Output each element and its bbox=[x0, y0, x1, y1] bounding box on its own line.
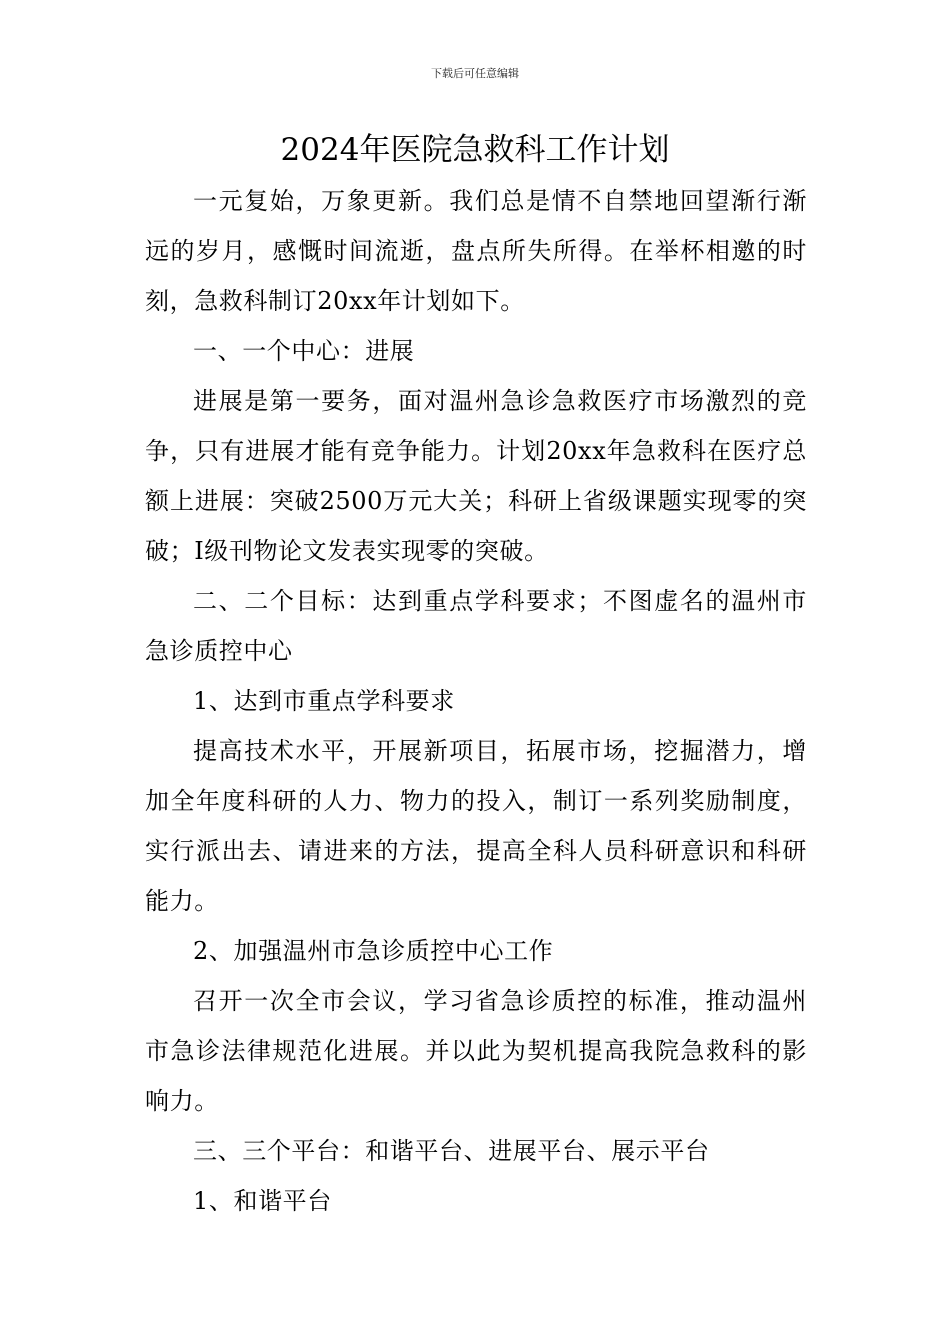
paragraph-key-discipline: 提高技术水平，开展新项目，拓展市场，挖掘潜力，增加全年度科研的人力、物力的投入，制订一系列奖励制度，实行派出去、请进来的方法，提高全科人员科研意识和科研能力。 bbox=[145, 737, 807, 915]
paragraph-progress: 进展是第一要务，面对温州急诊急救医疗市场激烈的竞争，只有进展才能有竞争能力。计划20xx年急救科在医疗总额上进展：突破2500万元大关；科研上省级课题实现零的突破；Ⅰ级刊物论文发表实现零的突破。 bbox=[145, 387, 807, 565]
heading-three-platforms: 三、三个平台：和谐平台、进展平台、展示平台 bbox=[193, 1137, 710, 1165]
paragraph-intro: 一元复始，万象更新。我们总是情不自禁地回望渐行渐远的岁月，感慨时间流逝，盘点所失所得。在举杯相邀的时刻，急救科制订20xx年计划如下。 bbox=[145, 187, 807, 315]
subheading-key-discipline: 1、达到市重点学科要求 bbox=[193, 687, 455, 715]
document-body bbox=[145, 176, 807, 1226]
heading-two-goals: 二、二个目标：达到重点学科要求；不图虚名的温州市急诊质控中心 bbox=[145, 587, 807, 665]
heading-one-center: 一、一个中心：进展 bbox=[193, 337, 415, 365]
subheading-harmony-platform: 1、和谐平台 bbox=[193, 1187, 332, 1215]
subheading-quality-center: 2、加强温州市急诊质控中心工作 bbox=[193, 937, 554, 965]
document-title: 2024年医院急救科工作计划 bbox=[280, 132, 670, 168]
header-note: 下载后可任意编辑 bbox=[431, 67, 519, 80]
paragraph-quality-center: 召开一次全市会议，学习省急诊质控的标准，推动温州市急诊法律规范化进展。并以此为契机提高我院急救科的影响力。 bbox=[145, 987, 807, 1115]
